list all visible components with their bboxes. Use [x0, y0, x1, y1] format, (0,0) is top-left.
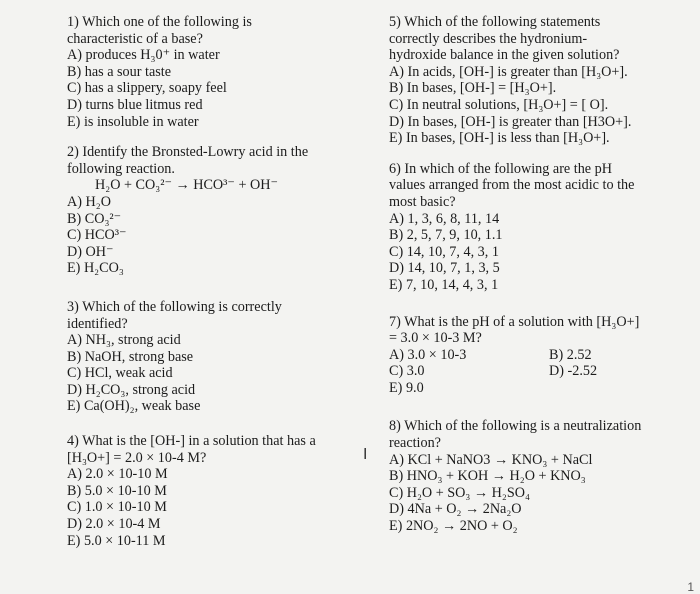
- options-row: [389, 363, 689, 380]
- question-stem: most basic?: [389, 193, 456, 210]
- option-c: C) In neutral solutions, [H₃O+] = [ O].: [389, 96, 609, 113]
- option-a: A) KCl + NaNO3 → KNO₃ + NaCl: [389, 451, 593, 468]
- option-b: B) 5.0 × 10-10 M: [67, 482, 167, 499]
- page-number: 1: [687, 580, 694, 594]
- option-a: A) NH₃, strong acid: [67, 332, 181, 349]
- option-c: C) H₂O + SO₃ → H₂SO₄: [389, 484, 530, 501]
- option-e: E) H₂CO₃: [67, 260, 124, 277]
- option-b: B) In bases, [OH-] = [H₃O+].: [389, 80, 557, 97]
- option-d: D) 14, 10, 7, 1, 3, 5: [389, 260, 500, 277]
- option-c: C) has a slippery, soapy feel: [67, 80, 227, 97]
- question-stem: 8) Which of the following is a neutralization: [389, 418, 642, 435]
- question-1: [67, 14, 347, 130]
- option-c: C) HCl, weak acid: [67, 365, 173, 382]
- question-stem: 3) Which of the following is correctly: [67, 298, 282, 315]
- question-2: [67, 144, 347, 277]
- question-stem: 6) In which of the following are the pH: [389, 160, 612, 177]
- question-stem: following reaction.: [67, 160, 175, 177]
- question-5: [389, 14, 689, 147]
- option-c: C) 14, 10, 7, 4, 3, 1: [389, 243, 499, 260]
- option-a: A) produces H₃0⁺ in water: [67, 47, 220, 64]
- option-d: D) -2.52: [549, 363, 598, 380]
- question-stem: = 3.0 × 10-3 M?: [389, 330, 482, 347]
- option-d: D) 2.0 × 10-4 M: [67, 516, 161, 533]
- question-stem: values arranged from the most acidic to the: [389, 177, 635, 194]
- option-a: A) 3.0 × 10-3: [389, 346, 467, 363]
- option-e: E) 5.0 × 10-11 M: [67, 532, 166, 549]
- question-stem: 1) Which one of the following is: [67, 14, 252, 30]
- left-column: [67, 14, 347, 549]
- question-7: [389, 314, 689, 397]
- option-e: E) 9.0: [389, 379, 424, 396]
- question-stem: [H₃O+] = 2.0 × 10-4 M?: [67, 449, 207, 466]
- option-d: D) In bases, [OH-] is greater than [H3O+].: [389, 113, 632, 130]
- options-row: [389, 347, 689, 364]
- option-a: A) H₂O: [67, 193, 111, 210]
- text-cursor-icon: I: [363, 445, 368, 463]
- reaction-equation: H₂O + CO₃²⁻ → HCO³⁻ + OH⁻: [95, 177, 278, 194]
- option-e: E) is insoluble in water: [67, 113, 199, 130]
- question-3: [67, 299, 347, 415]
- question-stem: correctly describes the hydronium-: [389, 30, 588, 47]
- option-a: A) 2.0 × 10-10 M: [67, 466, 168, 483]
- option-e: E) Ca(OH)₂, weak base: [67, 398, 201, 415]
- option-c: C) 1.0 × 10-10 M: [67, 499, 167, 516]
- question-stem: characteristic of a base?: [67, 30, 203, 47]
- option-a: A) 1, 3, 6, 8, 11, 14: [389, 210, 500, 227]
- question-4: [67, 433, 347, 549]
- option-e: E) 2NO₂ → 2NO + O₂: [389, 518, 518, 535]
- option-d: D) 4Na + O₂ → 2Na₂O: [389, 501, 522, 518]
- option-d: D) turns blue litmus red: [67, 96, 203, 113]
- option-b: B) CO₃²⁻: [67, 210, 122, 227]
- question-stem: 5) Which of the following statements: [389, 14, 601, 30]
- question-stem: identified?: [67, 315, 128, 332]
- option-d: D) H₂CO₃, strong acid: [67, 381, 196, 398]
- option-e: E) In bases, [OH-] is less than [H₃O+].: [389, 130, 610, 147]
- question-stem: 4) What is the [OH-] in a solution that has a: [67, 433, 316, 450]
- option-b: B) HNO₃ + KOH → H₂O + KNO₃: [389, 468, 586, 485]
- option-e: E) 7, 10, 14, 4, 3, 1: [389, 276, 499, 293]
- question-stem: reaction?: [389, 435, 441, 452]
- option-b: B) 2, 5, 7, 9, 10, 1.1: [389, 227, 503, 244]
- question-8: [389, 418, 689, 534]
- option-d: D) OH⁻: [67, 243, 114, 260]
- option-a: A) In acids, [OH-] is greater than [H₃O+].: [389, 63, 628, 80]
- option-b: B) has a sour taste: [67, 63, 172, 80]
- question-6: [389, 161, 689, 294]
- option-c: C) HCO³⁻: [67, 227, 127, 244]
- right-column: [389, 14, 689, 535]
- option-c: C) 3.0: [389, 363, 425, 380]
- option-b: B) NaOH, strong base: [67, 348, 194, 365]
- question-stem: 7) What is the pH of a solution with [H₃O+]: [389, 313, 640, 330]
- question-stem: 2) Identify the Bronsted-Lowry acid in the: [67, 144, 309, 161]
- option-b: B) 2.52: [549, 346, 592, 363]
- question-stem: hydroxide balance in the given solution?: [389, 47, 620, 64]
